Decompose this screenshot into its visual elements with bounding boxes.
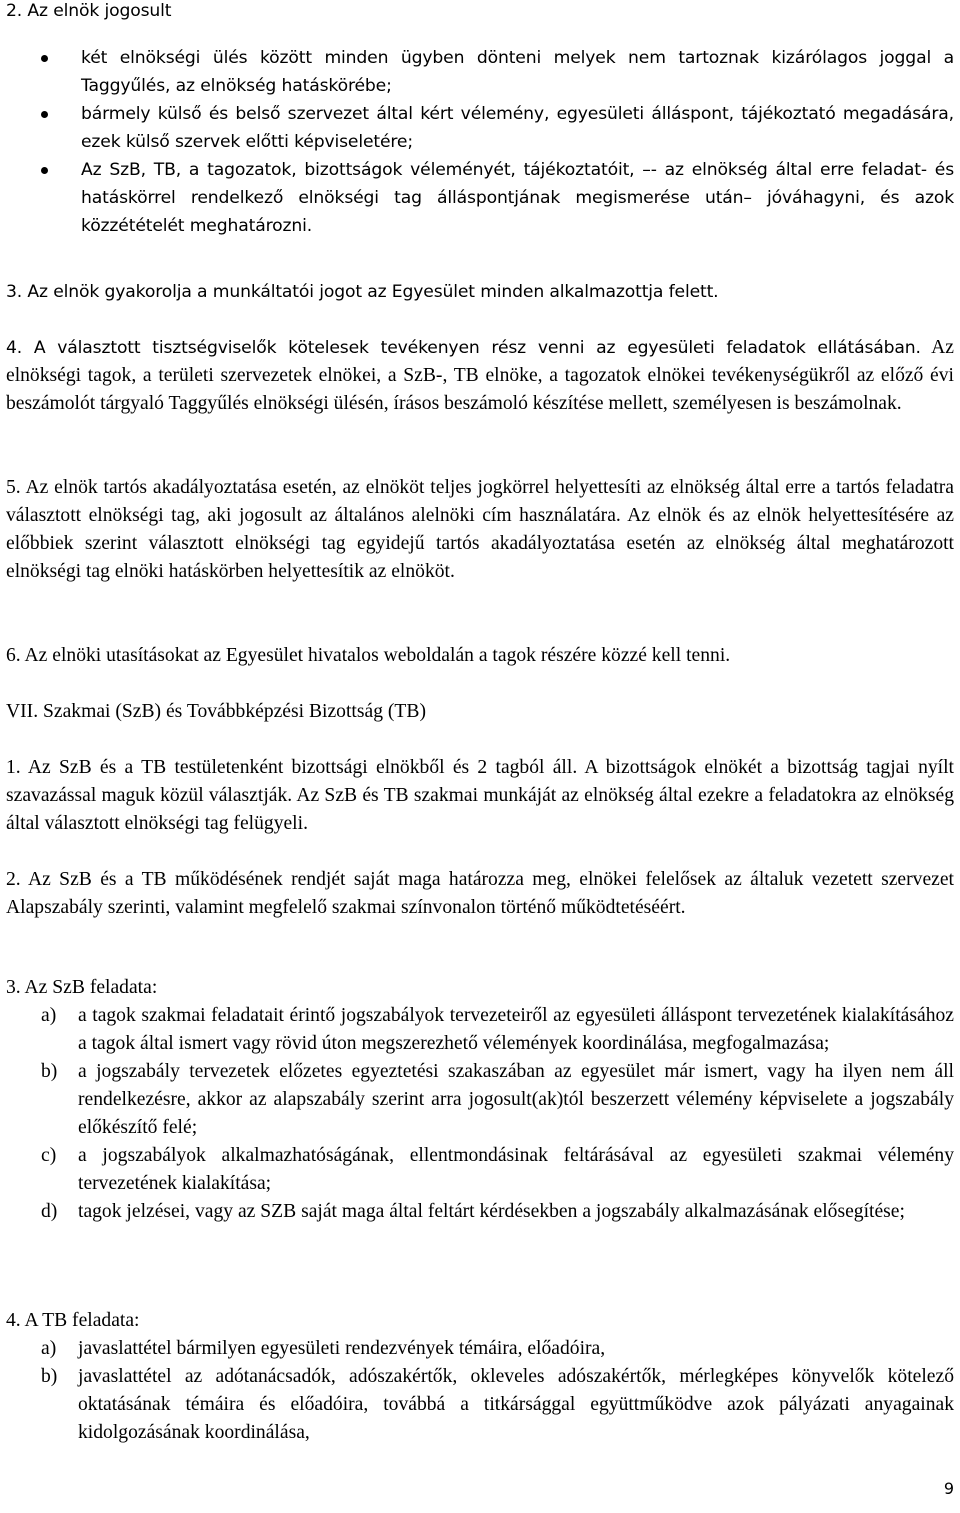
list-marker: c) — [41, 1145, 57, 1166]
paragraph-4-body: Az elnökségi tagok, a területi szervezetek elnökei, a SzB-, TB elnöke, a tagozatok elnökei tevékenységükről az előző évi beszámolót tárgyaló Taggyűlés elnökségi ülésén, írásos beszámoló készítése mellett, személyesen is beszámolnak. — [6, 337, 954, 414]
paragraph-vii-1: 1. Az SzB és a TB testületenként bizottsági elnökből és 2 tagból áll. A bizottságok elnökét a bizottság tagjai nyílt szavazással maguk közül választják. Az SzB és TB szakmai munkáját az elnökség által ezekre a feladatokra az elnökség által választott elnökségi tag felügyeli. — [6, 757, 954, 834]
paragraph-4 — [6, 334, 954, 418]
page-number: 9 — [943, 1479, 954, 1498]
paragraph-5: 5. Az elnök tartós akadályoztatása esetén, az elnököt teljes jogkörrel helyettesíti az elnökség által erre a tartós feladatra választott elnökségi tag, aki jogosult az általános alelnöki cím használatára. Az elnök és az elnök helyettesítésére az előbbiek szerint választott elnökségi tag egyidejű tartós akadályoztatása esetén az elnökség által meghatározott elnökségi tag elnöki hatáskörben helyettesítik az elnököt. — [6, 477, 954, 582]
list-marker: d) — [41, 1201, 58, 1222]
paragraph-3: 3. Az elnök gyakorolja a munkáltatói jogot az Egyesület minden alkalmazottja felett. — [6, 282, 719, 302]
list-item-text: tagok jelzései, vagy az SZB saját maga által feltárt kérdésekben a jogszabály alkalmazásának elősegítése; — [78, 1201, 905, 1222]
paragraph-6: 6. Az elnöki utasításokat az Egyesület hivatalos weboldalán a tagok részére közzé kell tenni. — [6, 645, 731, 666]
bullet-icon — [41, 55, 48, 62]
list-item — [0, 1198, 960, 1226]
list-item — [0, 100, 960, 156]
list-item — [0, 1058, 960, 1142]
paragraph-vii-3: 3. Az SzB feladata: — [6, 977, 158, 998]
section-heading-2: 2. Az elnök jogosult — [6, 1, 172, 21]
list-item-text: javaslattétel az adótanácsadók, adószakértők, okleveles adószakértők, mérlegképes könyvelők kötelező oktatásának témáira és előadóira, továbbá a titkársággal együttműködve azok pályázati anyagainak kidolgozásának koordinálása, — [78, 1366, 954, 1443]
list-item — [0, 1335, 960, 1363]
list-marker: b) — [41, 1366, 58, 1387]
list-item-text: a jogszabály tervezetek előzetes egyeztetési szakaszában az egyesület már ismert, vagy ha ilyen nem áll rendelkezésre, akkor az alapszabály szerint arra jogosult(ak)tól beszerzett vélemény képviselete a jogszabály előkészítő felé; — [78, 1061, 954, 1138]
szb-task-list — [0, 1002, 960, 1226]
list-item-text: a jogszabályok alkalmazhatóságának, ellentmondásinak feltárásával az egyesületi szakmai vélemény tervezetének kialakítása; — [78, 1145, 954, 1194]
list-item-text: a tagok szakmai feladatait érintő jogszabályok tervezeteiről az egyesületi álláspont tervezetének kialakításához a tagok által ismert vagy rövid úton megszerezhető vélemények koordinálása, megfogalmazása; — [78, 1005, 954, 1054]
list-item — [0, 1002, 960, 1058]
section-heading-vii: VII. Szakmai (SzB) és Továbbképzési Bizottság (TB) — [6, 701, 426, 722]
list-item-text: bármely külső és belső szervezet által kért vélemény, egyesületi álláspont, tájékoztató megadására, ezek külső szervek előtti képviseletére; — [81, 104, 954, 152]
list-item-text: két elnökségi ülés között minden ügyben dönteni melyek nem tartoznak kizárólagos joggal a Taggyűlés, az elnökség hatáskörébe; — [81, 48, 954, 96]
list-marker: a) — [41, 1005, 57, 1026]
list-item — [0, 44, 960, 100]
list-item — [0, 1142, 960, 1198]
list-item — [0, 156, 960, 240]
list-marker: a) — [41, 1338, 57, 1359]
paragraph-4-lead: 4. A választott tisztségviselők kötelesek tevékenyen rész venni az egyesületi feladatok ellátásában. — [6, 338, 921, 358]
president-rights-list — [0, 44, 960, 240]
list-item — [0, 1363, 960, 1447]
bullet-icon — [41, 167, 48, 174]
list-item-text: Az SzB, TB, a tagozatok, bizottságok véleményét, tájékoztatóit, –- az elnökség által erre feladat- és hatáskörrel rendelkező elnökségi tag álláspontjának megismerése után– jóváhagyni, és azok közzétételét meghatározni. — [81, 160, 954, 236]
list-marker: b) — [41, 1061, 58, 1082]
tb-task-list — [0, 1335, 960, 1447]
paragraph-vii-4: 4. A TB feladata: — [6, 1310, 140, 1331]
list-item-text: javaslattétel bármilyen egyesületi rendezvények témáira, előadóira, — [78, 1338, 606, 1359]
paragraph-vii-2: 2. Az SzB és a TB működésének rendjét saját maga határozza meg, elnökei felelősek az általuk vezetett szervezet Alapszabály szerinti, valamint megfelelő szakmai színvonalon történő működtetéséért. — [6, 869, 954, 918]
bullet-icon — [41, 111, 48, 118]
